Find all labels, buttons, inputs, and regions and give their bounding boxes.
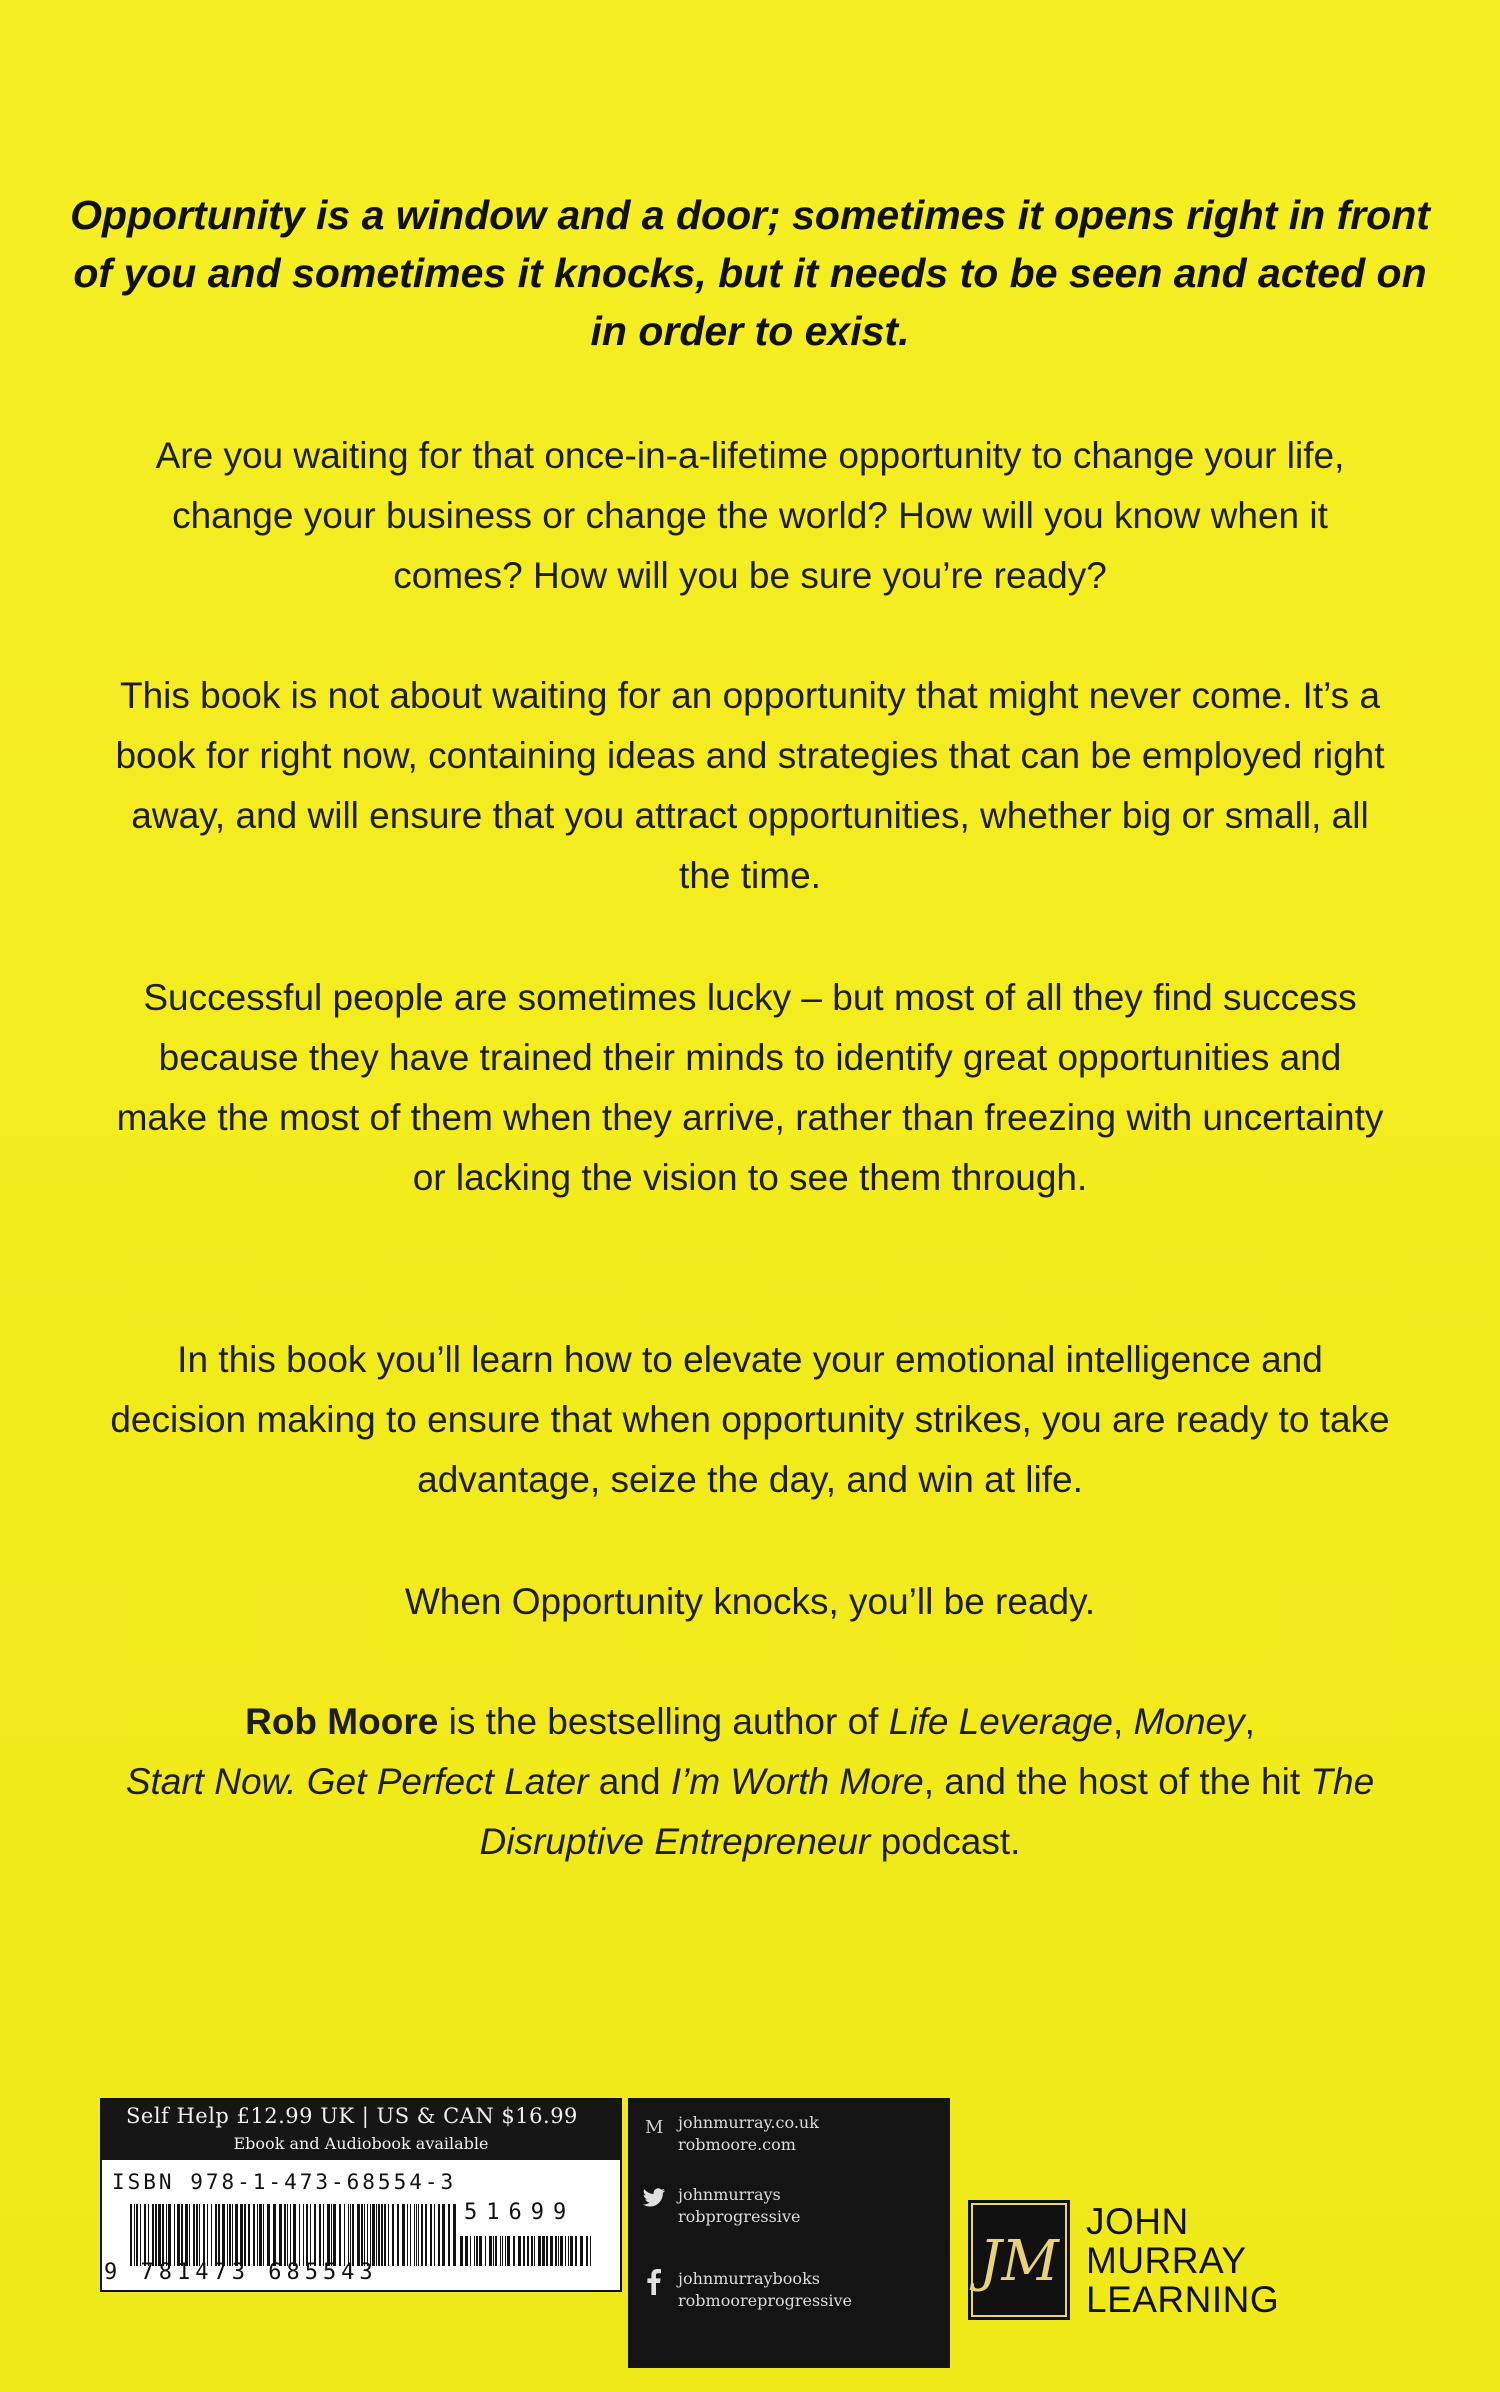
publisher-monogram (968, 2200, 1070, 2320)
podcast-title: The Disruptive Entrepreneur (479, 1761, 1375, 1862)
blurb-paragraph-4: In this book you’ll learn how to elevate your emotional intelligence and decision making to ensure that when opportunity strikes, you are ready to take advantage, seize the day, and win at life. (110, 1339, 1390, 1500)
publisher-name-line: LEARNING (1086, 2279, 1280, 2320)
book-title: Money (1133, 1701, 1245, 1742)
barcode (130, 2204, 456, 2266)
barcode-digits: 9 781473 685543 (104, 2260, 378, 2285)
price-banner (102, 2100, 620, 2160)
price-barcode-box (100, 2098, 622, 2292)
blurb-paragraph-2: This book is not about waiting for an opportunity that might never come. It’s a book for right now, containing ideas and strategies that can be employed right away, and will ensure that you attract opportunities, whether big or small, all the time. (115, 675, 1385, 896)
facebook-page[interactable]: johnmurraybooks (678, 2269, 820, 2288)
svg-text:JM: JM (979, 2229, 1059, 2294)
formats-text: Ebook and Audiobook available (233, 2134, 489, 2153)
facebook-links (640, 2268, 852, 2312)
bio-text: , (1244, 1701, 1255, 1742)
book-title: Life Leverage (888, 1701, 1113, 1742)
book-title: I’m Worth More (670, 1761, 924, 1802)
blurb-paragraph-1: Are you waiting for that once-in-a-lifetime opportunity to change your life, change your business or change the world? How will you know when it comes? How will you be sure you’re ready? (155, 435, 1345, 596)
twitter-handle[interactable]: robprogressive (678, 2207, 801, 2226)
bio-text: is the bestselling author of (438, 1701, 889, 1742)
book-title: Start Now. Get Perfect Later (125, 1761, 589, 1802)
author-bio (110, 1692, 1390, 1872)
author-name: Rob Moore (245, 1701, 439, 1742)
facebook-icon (640, 2268, 668, 2296)
blurb-paragraph-3: Successful people are sometimes lucky – but most of all they find success because they have trained their minds to identify great opportunities and make the most of them when they arrive, rather than freezing with uncertainty or lacking the vision to see them through. (116, 977, 1384, 1198)
bio-text: , (1112, 1701, 1134, 1742)
twitter-handle[interactable]: johnmurrays (678, 2185, 781, 2204)
web-links (640, 2112, 819, 2156)
barcode-addon-digits: 51699 (464, 2200, 576, 2225)
publisher-name-line: JOHN (1086, 2201, 1189, 2242)
facebook-page[interactable]: robmooreprogressive (678, 2291, 853, 2310)
bio-text: podcast. (870, 1821, 1021, 1862)
social-links-box (628, 2098, 950, 2368)
monogram-icon (640, 2112, 668, 2140)
publisher-logo (968, 2200, 1388, 2320)
isbn-text: ISBN 978-1-473-68554-3 (112, 2170, 457, 2194)
website-link[interactable]: johnmurray.co.uk (678, 2113, 819, 2132)
twitter-icon (640, 2184, 668, 2212)
bio-text: and (588, 1761, 671, 1802)
bio-text: , and the host of the hit (923, 1761, 1311, 1802)
pull-quote: Opportunity is a window and a door; sometimes it opens right in front of you and sometimes it knocks, but it needs to be seen and acted on in order to exist. (70, 192, 1430, 354)
barcode-addon (460, 2236, 592, 2266)
publisher-name-line: MURRAY (1086, 2240, 1247, 2281)
tagline: When Opportunity knocks, you’ll be ready. (404, 1581, 1096, 1622)
publisher-name (1086, 2202, 1279, 2319)
svg-text:M: M (645, 2117, 664, 2138)
twitter-links (640, 2184, 800, 2228)
price-text: Self Help £12.99 UK | US & CAN $16.99 (126, 2104, 578, 2128)
website-link[interactable]: robmoore.com (678, 2135, 796, 2154)
